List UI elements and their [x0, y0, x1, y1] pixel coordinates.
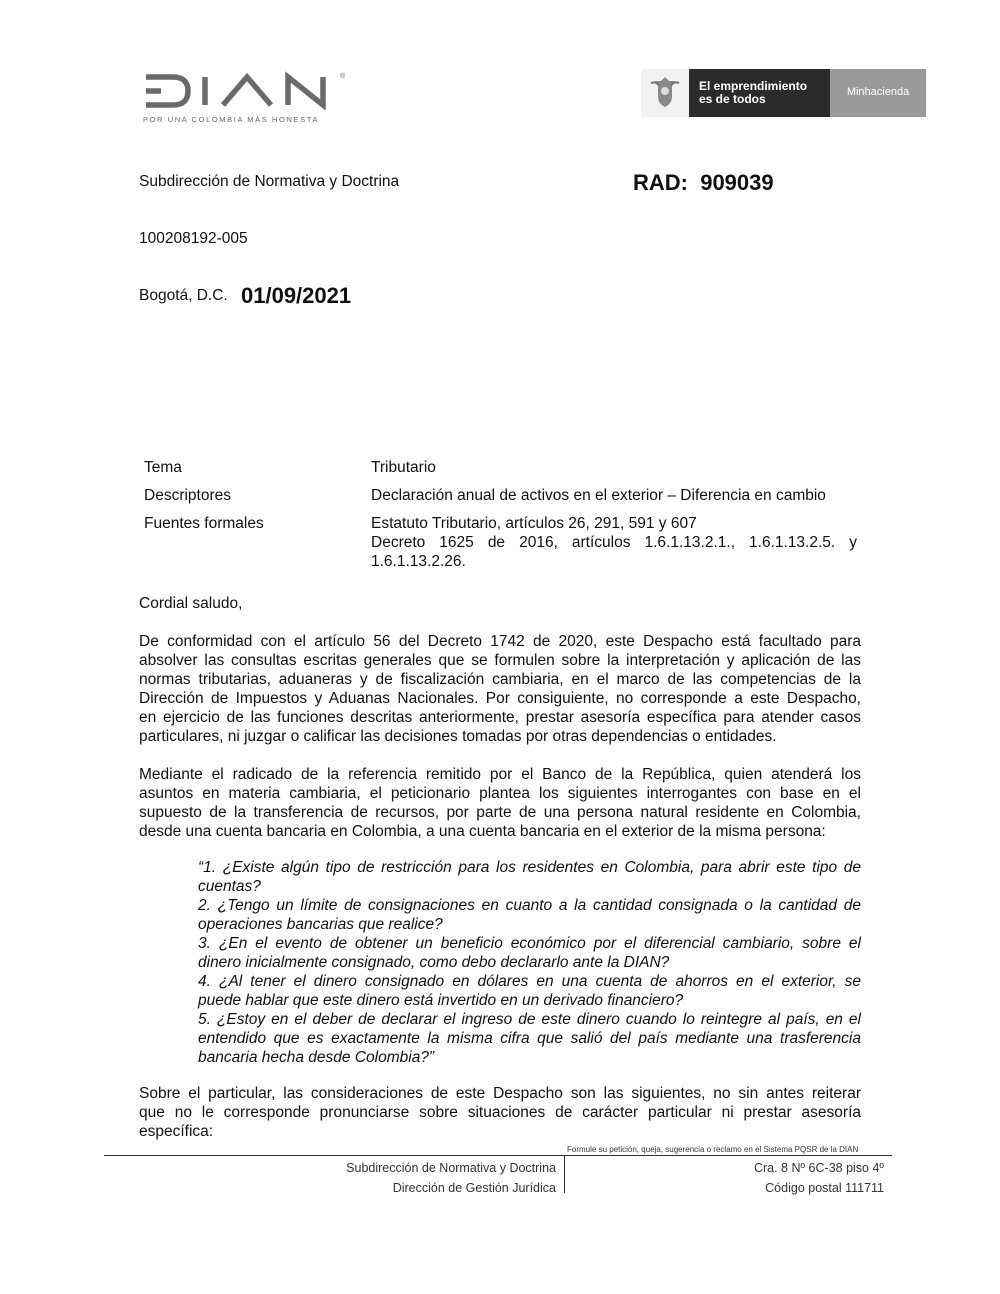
fuentes-line-2: Decreto 1625 de 2016, artículos 1.6.1.13.2.1., 1.6.1.13.2.5. y	[371, 534, 857, 551]
dian-tagline: POR UNA COLOMBIA MÁS HONESTA	[143, 115, 319, 124]
paragraph-line: en ejercicio de las funciones descritas anteriormente, prestar asesoría específica para atender casos	[139, 709, 861, 726]
footer-address	[700, 1158, 884, 1198]
quoted-questions	[198, 858, 861, 1067]
quote-line: 3. ¿En el evento de obtener un beneficio económico por el diferencial cambiario, sobre el	[198, 935, 861, 952]
footer-divider	[104, 1155, 892, 1156]
paragraph-line: que no le corresponde pronunciarse sobre situaciones de carácter particular ni prestar asesoría	[139, 1104, 861, 1121]
tema-value: Tributario	[371, 459, 436, 476]
date: 01/09/2021	[241, 283, 352, 308]
fuentes-label: Fuentes formales	[144, 515, 264, 532]
paragraph-line: desde una cuenta bancaria en Colombia, a una cuenta bancaria en el exterior de la misma persona:	[139, 823, 826, 840]
paragraph-line: supuesto de la transferencia de recursos, por parte de una persona natural residente en Colombia,	[139, 804, 861, 821]
dian-logo-mark	[143, 70, 353, 110]
quote-line: “1. ¿Existe algún tipo de restricción para los residentes en Colombia, para abrir este tipo de	[198, 859, 861, 876]
footer-address-line: Código postal 111711	[765, 1181, 884, 1195]
greeting: Cordial saludo,	[139, 595, 243, 612]
quote-line: cuentas?	[198, 878, 261, 895]
colombia-coat-of-arms-icon	[641, 69, 689, 117]
paragraph-1	[139, 632, 861, 746]
paragraph-line: normas tributarias, aduaneras y de fiscalización cambiaria, en el marco de las competencias de la	[139, 671, 861, 688]
quote-line: operaciones bancarias que realice?	[198, 916, 443, 933]
svg-text:®: ®	[340, 73, 346, 80]
footer-office-line: Dirección de Gestión Jurídica	[392, 1181, 556, 1195]
quote-line: 4. ¿Al tener el dinero consignado en dólares en una cuenta de ahorros en el exterior, se	[198, 973, 861, 990]
quote-line: entendido que es exactamente la misma cifra que salió del país mediante una trasferencia	[198, 1030, 861, 1047]
descriptores-label: Descriptores	[144, 487, 231, 504]
paragraph-line: particulares, ni juzgar o calificar las decisiones tomadas por otras dependencias o entidades.	[139, 728, 777, 745]
reference-number: 100208192-005	[139, 230, 248, 247]
quote-line: bancaria hecha desde Colombia?”	[198, 1049, 435, 1066]
footer-address-line: Cra. 8 Nº 6C-38 piso 4º	[753, 1161, 884, 1175]
quote-line: puede hablar que este dinero está invertido en un derivado financiero?	[198, 992, 684, 1009]
quote-line: 5. ¿Estoy en el deber de declarar el ingreso de este dinero cuando lo reintegre al país, en el	[198, 1011, 861, 1028]
paragraph-line: específica:	[139, 1123, 214, 1140]
paragraph-3	[139, 1084, 861, 1141]
fuentes-line-1: Estatuto Tributario, artículos 26, 291, 591 y 607	[371, 515, 697, 532]
paragraph-line: absolver las consultas escritas generales que se formulen sobre la interpretación y aplicación de las	[139, 652, 861, 669]
gov-slogan: El emprendimiento es de todos	[699, 79, 808, 106]
descriptores-value: Declaración anual de activos en el exterior – Diferencia en cambio	[371, 487, 826, 504]
tema-label: Tema	[144, 459, 182, 476]
footer-pqsr-note: Formule su petición, queja, sugerencia o reclamo en el Sistema PQSR de la DIAN	[567, 1145, 859, 1154]
footer-office	[300, 1158, 556, 1198]
quote-line: 2. ¿Tengo un límite de consignaciones en cuanto a la cantidad consignada o la cantidad de	[198, 897, 861, 914]
rad-number: RAD: 909039	[633, 170, 774, 195]
footer-vertical-divider	[564, 1156, 565, 1193]
fuentes-line-3: 1.6.1.13.2.26.	[371, 553, 466, 570]
paragraph-line: Sobre el particular, las consideraciones de este Despacho son las siguientes, no sin antes reiterar	[139, 1085, 861, 1102]
footer-office-line: Subdirección de Normativa y Doctrina	[346, 1161, 556, 1175]
paragraph-line: Mediante el radicado de la referencia remitido por el Banco de la República, quien atenderá los	[139, 766, 861, 783]
city: Bogotá, D.C.	[139, 287, 228, 304]
quote-line: dinero inicialmente consignado, como debo declararlo ante la DIAN?	[198, 954, 670, 971]
ministry-name: Minhacienda	[846, 86, 910, 98]
paragraph-2	[139, 765, 861, 841]
office-name: Subdirección de Normativa y Doctrina	[139, 173, 400, 190]
paragraph-line: asuntos en materia cambiaria, el peticionario plantea los siguientes interrogantes con base en el	[139, 785, 861, 802]
paragraph-line: De conformidad con el artículo 56 del Decreto 1742 de 2020, este Despacho está facultado para	[139, 633, 861, 650]
paragraph-line: Dirección de Impuestos y Aduanas Nacionales. Por consiguiente, no corresponde a este Despacho,	[139, 690, 861, 707]
